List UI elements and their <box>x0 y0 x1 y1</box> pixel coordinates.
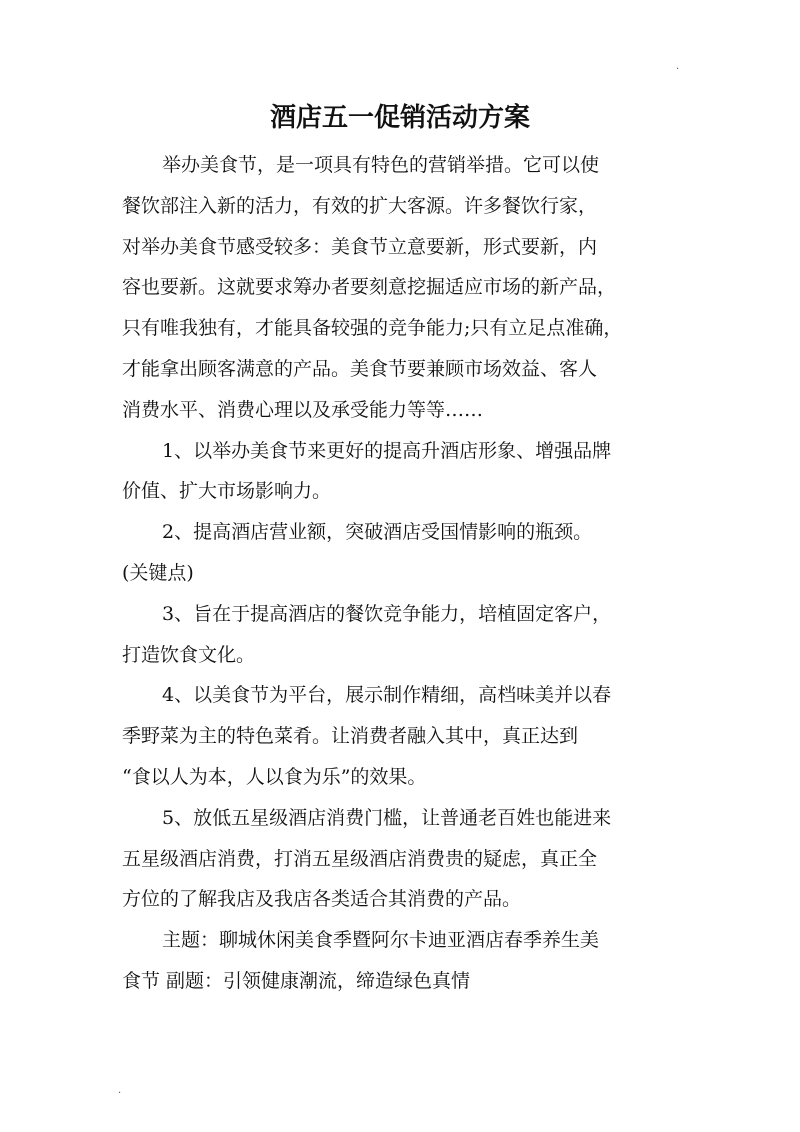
list-item-line: 方位的了解我店及我店各类适合其消费的产品。 <box>122 888 522 911</box>
page-title: 酒店五一促销活动方案 <box>269 103 530 133</box>
page-corner-mark-bottom: . <box>118 1085 122 1096</box>
list-item-line: “食以人为本，人以食为乐”的效果。 <box>122 765 427 788</box>
paragraph-line: 才能拿出顾客满意的产品。美食节要兼顾市场效益、客人 <box>122 357 598 380</box>
list-item-line: 3、旨在于提高酒店的餐饮竞争能力，培植固定客户， <box>162 602 612 625</box>
paragraph-line: 对举办美食节感受较多：美食节立意要新，形式要新，内 <box>122 235 598 258</box>
paragraph-line: 只有唯我独有，才能具备较强的竞争能力;只有立足点准确， <box>122 317 623 340</box>
page-corner-mark-top: . <box>676 61 680 72</box>
list-item-line: 5、放低五星级酒店消费门槛，让普通老百姓也能进来 <box>162 806 612 829</box>
paragraph-line: 容也要新。这就要求筹办者要刻意挖掘适应市场的新产品， <box>122 276 617 299</box>
paragraph-line: 餐饮部注入新的活力，有效的扩大客源。许多餐饮行家， <box>122 194 598 217</box>
list-item-line: 五星级酒店消费，打消五星级酒店消费贵的疑虑，真正全 <box>122 847 598 870</box>
paragraph-line: 消费水平、消费心理以及承受能力等等…… <box>122 398 484 421</box>
list-item-line: 季野菜为主的特色菜肴。让消费者融入其中，真正达到 <box>122 725 579 748</box>
list-item-line: 价值、扩大市场影响力。 <box>122 480 332 503</box>
paragraph-line: 举办美食节，是一项具有特色的营销举措。它可以使 <box>162 154 600 176</box>
list-item-line: (关键点) <box>122 561 194 584</box>
list-item-line: 打造饮食文化。 <box>122 643 256 666</box>
list-item-line: 4、以美食节为平台，展示制作精细，高档味美并以春 <box>162 684 612 707</box>
theme-line: 食节 副题：引领健康潮流，缔造绿色真情 <box>122 969 471 992</box>
theme-line: 主题：聊城休闲美食季暨阿尔卡迪亚酒店春季养生美 <box>162 929 600 952</box>
list-item-line: 2、提高酒店营业额，突破酒店受国情影响的瓶颈。 <box>162 521 593 544</box>
document-body <box>122 145 682 1002</box>
list-item-line: 1、以举办美食节来更好的提高升酒店形象、增强品牌 <box>162 439 612 462</box>
